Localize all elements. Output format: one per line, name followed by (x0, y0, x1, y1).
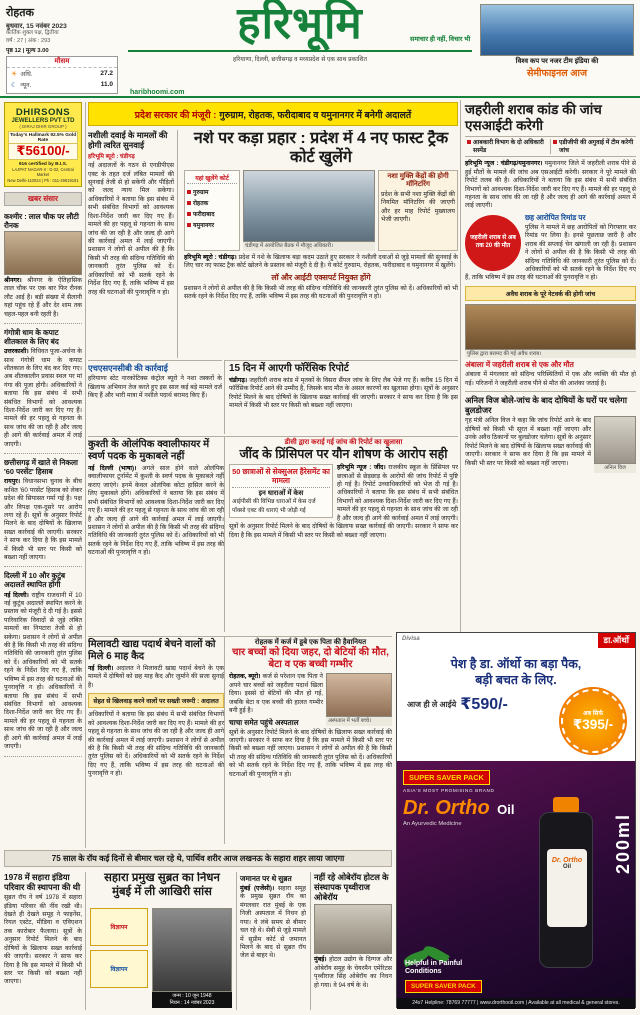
sun-icon: ☀ (11, 70, 18, 78)
story-headline: गंगोत्री धाम के कपाट शीतकाल के लिए बंद (4, 328, 59, 347)
newspaper-logo: हरिभूमि (237, 0, 363, 48)
story-body (4, 592, 82, 752)
weather-title: मौसम (7, 57, 117, 68)
ad-volume: 200ml (613, 813, 633, 875)
body-text: सूत्रों के अनुसार रिपोर्ट मिलने के बाद दोषियों के खिलाफ सख्त कार्रवाई की जाएगी। सरकार ने साफ कर दिया है कि इस मामले में किसी भी स्तर पर किसी को बख्शा नहीं जाएगा। (4, 511, 82, 562)
anil-vij-story (465, 395, 636, 472)
edition-city: रोहतक (6, 7, 34, 19)
ad-product-name: Oil (497, 802, 515, 817)
substory-byline: हरिभूमि ब्यूरो : चंडीगढ़ (88, 154, 135, 161)
delhi-courts-story (4, 567, 82, 756)
body-text: हरियाणा स्टेट नारकोटिक्स कंट्रोल ब्यूरो ने नशा तस्करों के खिलाफ अभियान तेज करते हुए इस साल कई बड़े मामले दर्ज किए हैं और भारी मात्रा में नशीले पदार्थ बरामद किए हैं। (88, 375, 222, 399)
story-headline: दिल्ली में 10 और कुटुंब अदालतें स्थापित होंगी (4, 571, 66, 590)
body-text: विधानसभा चुनाव के बीच कथित '60 परसेंट' हिसाब को लेकर प्रदेश की सियासत गर्मा गई है। पक्ष और विपक्ष एक-दूसरे पर आरोप लगा रहे हैं। (4, 478, 82, 519)
bottle-label (547, 849, 587, 927)
obit-headline-1: सहारा प्रमुख सुब्रत का निधन (104, 872, 220, 884)
dateline: नई दिल्ली। (88, 665, 114, 672)
sahara-obit-story (90, 872, 306, 1010)
weather-min-value: 11.0 (100, 81, 113, 89)
ad-address-2: New Delhi-110024 | Ph : 011-29819191 (7, 177, 79, 183)
dateline: रायपुर। (4, 478, 21, 486)
body-text: अधिकारियों ने बताया कि इस संबंध में सभी संबंधित विभागों को आवश्यक दिशा-निर्देश जारी कर दिए गए हैं। मामले की हर पहलू से गहनता के साथ जांच की जा रही है और जल्द ही आगे की कार्रवाई अमल में लाई जाएगी। (88, 490, 224, 523)
ad-brand-tagline: ASIA'S MOST PROMISING BRAND (403, 788, 495, 793)
story-body (4, 478, 82, 562)
story-kicker: डीसी द्वारा कराई गई जांच की रिपोर्ट का खुलासा (284, 439, 403, 446)
edition-info (6, 5, 124, 54)
body-text: अगले साल होने वाले ओलंपिक क्वालीफायर टूर्नामेंट में कुश्ती के स्वर्ण पदक के मुकाबले नहीं कराए जाएंगे। इनमें केवल ओलंपिक कोटा हासिल करने के लिए मुकाबले होंगे। (88, 465, 224, 498)
body-text: सूत्रों के अनुसार रिपोर्ट मिलने के बाद दोषियों के खिलाफ सख्त कार्रवाई की जाएगी। सरकार ने साफ कर दिया है कि इस मामले में किसी भी स्तर पर किसी को बख्शा नहीं जाएगा। (229, 385, 458, 410)
main-headline: नशे पर कड़ा प्रहार : प्रदेश में 4 नए फास्ट ट्रैक कोर्ट खुलेंगे (193, 130, 449, 166)
kicker-item (465, 139, 550, 154)
box-subhead: इन धाराओं में केस (232, 487, 330, 498)
byline: हरिभूमि ब्यूरो : चंडीगढ़। (184, 253, 237, 261)
kicker-text: आबकारी विभाग के दो अधिकारी सस्पेंड (473, 139, 544, 154)
body-text: अंबाला में मंगलवार को संदिग्ध परिस्थितियों में एक और व्यक्ति की मौत हो गई। परिजनों ने जहरीली शराब पीने से मौत की आशंका जताई है। (465, 371, 636, 387)
body-text: नई अदालतों के गठन से एनडीपीएस एक्ट के तहत दर्ज लंबित मामलों की सुनवाई तेजी से हो सकेगी और पीड़ितों को जल्द न्याय मिल सकेगा। (88, 162, 174, 195)
substory-headline: नशीली दवाई के मामलों की होगी त्वरित सुनवाई (88, 130, 168, 151)
dateline: उत्तरकाशी। (4, 348, 29, 356)
weather-min-label: न्यून. (20, 82, 32, 90)
story-kickers (465, 136, 636, 157)
side-box-body (381, 191, 455, 225)
banner-text: गुरुग्राम, रोहतक, फरीदाबाद व यमुनानगर में बनेगी अदालतें (219, 109, 412, 120)
photo-caption: अस्पताल में भर्ती बच्चे। (326, 717, 392, 726)
main-story-body (184, 285, 458, 302)
sahara-side-column (236, 872, 306, 1010)
obit-headline-2: मुंबई में ली आखिरी सांस (112, 885, 212, 898)
ad-price-burst (561, 689, 625, 753)
story-headline: जींद के प्रिंसिपल पर यौन शोषण के आरोप सही (239, 447, 448, 462)
bullet-icon (187, 190, 191, 194)
box-headline: 50 छात्राओं से सेक्सुअल हैरेसमेंट का मामला (232, 467, 330, 486)
body-text: प्रदेश में नशे के खिलाफ बड़ा कदम उठाते हुए सरकार ने नशीली दवाओं से जुड़े मामलों की सुनवाई के लिए चार नए फास्ट ट्रैक कोर्ट खोलने के प्रस्ताव को मंजूरी दे दी है। ये कोर्ट गुरुग्राम, रोहतक, फरीदाबाद व यमुनानगर में खुलेंगे। (184, 253, 458, 270)
body-text: होटल उद्योग के दिग्गज और ओबेरॉय समूह के चेयरमैन एमेरिटस पृथ्वीराज सिंह ओबेरॉय का निधन हो गया। वे 94 वर्ष के थे। (314, 956, 392, 989)
story-kicker: रोहतक में कर्ज में डूबे एक पिता की हैवानियत (254, 639, 367, 646)
harassment-box (229, 464, 333, 518)
death-date: निधन : 14 नवंबर 2023 (169, 999, 215, 1006)
kicker-item (550, 139, 636, 154)
jeweller-ad (4, 102, 82, 187)
subhead-ambala: अंबाला में जहरीली शराब से एक और मौत (465, 360, 574, 370)
oberoi-photo (314, 904, 392, 954)
body-text: प्रशासन ने लोगों से अपील की है कि किसी भी तरह की संदिग्ध गतिविधि की जानकारी तुरंत पुलिस को दें। अधिकारियों को भी सतर्क रहने के निर्देश दिए गए हैं, ताकि भविष्य में इस तरह की घटनाओं की पुनरावृत्ति न हो। (229, 745, 392, 778)
anil-vij-figure (594, 416, 636, 473)
bullet-icon (187, 201, 191, 205)
masthead-promo (480, 4, 634, 96)
photo-caption: पुलिस द्वारा बरामद की गई अवैध शराब। (465, 350, 636, 359)
ad-rate-label: Today's Hallmark 92.5% Gold Rate (9, 133, 77, 143)
weather-min-row (7, 79, 117, 90)
body-text: यमुनानगर जिले में जहरीली शराब पीने से हुई मौतों के मामले की जांच अब एसआईटी करेगी। सरकार ने पूरे मामले की रिपोर्ट तलब की है। (465, 160, 636, 185)
life-dates-band (152, 992, 232, 1008)
body-text: राजकीय स्कूल के प्रिंसिपल पर छात्राओं से छेड़छाड़ के आरोपों की जांच रिपोर्ट में पुष्टि हो गई है। रिपोर्ट उच्चाधिकारियों को भेज दी गई है। (337, 464, 458, 488)
banner-kicker: प्रदेश सरकार की मंजूरी : (134, 109, 217, 120)
body-text: प्रशासन ने लोगों से अपील की है कि किसी भी तरह की संदिग्ध गतिविधि की जानकारी तुरंत पुलिस को दें। अधिकारियों को भी सतर्क रहने के निर्देश दिए गए हैं, ताकि भविष्य में इस तरह की घटनाओं की पुनरावृत्ति न हो। (4, 633, 82, 692)
main-story-content (184, 130, 458, 358)
bullet-icon (553, 140, 557, 144)
story-headline: अनिल विज बोले-जांच के बाद दोषियों के घरों पर चलेगा बुलडोजर (465, 395, 627, 416)
body-text: सेबी से जुड़े मामले में सुप्रीम कोर्ट से जमानत मिलने के बाद से सुब्रत रॉय जेल से बाहर थे। (240, 927, 306, 960)
anil-vij-photo (594, 416, 636, 464)
logo-tagline: समाचार ही नहीं, विचार भी (410, 36, 471, 43)
oberoi-obit-story (310, 872, 392, 1010)
dateline: मुंबई (एजेंसी)। (240, 885, 275, 893)
hsncb-story (88, 360, 222, 434)
list-item (187, 197, 237, 208)
story-body (229, 729, 392, 780)
meeting-photo-figure (243, 170, 375, 251)
list-item (187, 208, 237, 219)
ad-heading-1: पेश है डा. ऑर्थो का बड़ा पैक, (450, 657, 582, 671)
ad-address-1: LAJPAT NAGAR-II : D-32, Central Market (12, 166, 74, 178)
children-photo-figure (326, 673, 392, 726)
list-item (187, 186, 237, 197)
dateline: नई दिल्ली। (4, 591, 29, 599)
main-story-body (184, 254, 458, 271)
body-text: प्रशासन ने लोगों से अपील की है कि किसी भी तरह की संदिग्ध गतिविधि की जानकारी तुरंत पुलिस को दें। अधिकारियों को भी सतर्क रहने के निर्देश दिए गए हैं, ताकि भविष्य में इस तरह की घटनाओं की पुनरावृत्ति न हो। (184, 284, 458, 300)
body-text: अधिकारियों ने बताया कि इस संबंध में सभी संबंधित विभागों को आवश्यक दिशा-निर्देश जारी कर दिए गए हैं। मामले की हर पहलू से गहनता के साथ जांच की जा रही है और जल्द ही आगे की कार्रवाई अमल में लाई जाएगी। (337, 489, 458, 522)
weather-box (6, 56, 118, 94)
story-body (4, 348, 82, 449)
divider (465, 391, 636, 392)
gangotri-story (4, 324, 82, 454)
subhead-remand: छह आरोपित रिमांड पर (525, 212, 586, 222)
story-body (88, 665, 224, 690)
wrestling-story (88, 436, 224, 632)
dateline: हरिभूमि न्यूज : चंडीगढ़/यमुनानगर। (465, 160, 543, 168)
subrata-roy-photo (152, 908, 232, 992)
ad-gold-price: ₹56100/- (8, 144, 78, 160)
ad-footer-helpline: 24x7 Helpline: 78769 77777 | www.drorthooil.com | Available at all medical & general stores. (397, 998, 635, 1009)
bullet-icon (187, 212, 191, 216)
rohtak-poison-story (224, 636, 392, 844)
classified-ad: विज्ञापन (90, 908, 148, 946)
seized-liquor-figure (465, 304, 636, 359)
top-banner (88, 102, 458, 126)
obit-strip: 75 साल के रॉय कई दिनों से बीमार चल रहे थे, पार्थिव शरीर आज लखनऊ के सहारा शहर लाया जाएगा (4, 850, 392, 867)
body-text: सहारा समूह के प्रमुख सुब्रत रॉय का मंगलवार रात मुंबई के एक निजी अस्पताल में निधन हो गया। वे लंबे समय से बीमार चल रहे थे। (240, 885, 306, 935)
cricket-team-photo (480, 4, 634, 56)
body-text: श्रीनगर के ऐतिहासिक लाल चौक पर एक बार फिर रौनक लौट आई है। बड़ी संख्या में सैलानी यहां पहुंच रहे हैं और देर शाम तक चहल-पहल बनी रहती है। (4, 276, 82, 318)
ad-group-line: ( DIRAJ DHIR GROUP ) (19, 124, 67, 129)
ad-brand-name: DHIRSONS (15, 107, 71, 118)
body-text: विधिवत पूजा-अर्चना के साथ गंगोत्री धाम के कपाट शीतकाल के लिए बंद कर दिए गए। अब शीतकालीन प्रवास स्थल पर मां गंगा की पूजा होगी। (4, 348, 82, 389)
story-body (229, 377, 458, 411)
panchang-line-2: वर्ष : 27 | अंक : 293 (6, 37, 51, 44)
bottle-label-brand: Dr. Ortho (551, 857, 583, 864)
ad-new-price: ₹395/- (572, 717, 614, 732)
dateline: श्रीनगर। (4, 276, 22, 284)
pages-price: पृष्ठ 12 | मूल्य 3.00 (6, 48, 49, 55)
promo-highlight: सेमीफाइनल आज (526, 68, 588, 80)
bottle-cap (553, 797, 579, 813)
birth-date: जन्म : 10 जून 1948 (172, 993, 212, 999)
substory-speedy-trial (88, 130, 178, 358)
chhattisgarh-story (4, 454, 82, 567)
dateline: मुंबई। (314, 956, 327, 964)
body-text: गृह मंत्री अनिल विज ने कहा कि जांच रिपोर्ट आने के बाद दोषियों को किसी भी सूरत में बख्शा नहीं जाएगा और उनके अवैध ठिकानों पर बुलडोजर चलेगा। (465, 417, 591, 442)
main-story (88, 130, 458, 358)
list-item-label: गुरुग्राम (193, 189, 209, 196)
logo-block (128, 2, 472, 96)
kashmir-story (4, 208, 82, 324)
body-text: अधिकारियों ने बताया कि इस संबंध में सभी संबंधित विभागों को आवश्यक दिशा-निर्देश जारी कर दिए गए हैं। मामले की हर पहलू से गहनता के साथ जांच की जा रही है और जल्द ही आगे की कार्रवाई अमल में लाई जाएगी। (88, 711, 224, 744)
dateline: हरिभूमि न्यूज : जींद। (337, 464, 386, 472)
adulteration-story (88, 636, 224, 844)
highlight-box: अवैध शराब के पूरे नेटवर्क की होगी जांच (465, 286, 636, 301)
list-item-label: फरीदाबाद (193, 211, 215, 218)
body-text: राष्ट्रीय राजधानी में 10 नई कुटुंब अदालतें स्थापित करने के प्रस्ताव को मंजूरी दे दी गई है। इससे पारिवारिक विवादों से जुड़े लंबित मामलों का निपटारा तेजी से हो सकेगा। (4, 591, 82, 641)
meeting-photo (243, 170, 375, 242)
dateline: रोहतक, ब्यूरो। (229, 673, 261, 681)
story-body (240, 885, 306, 961)
story-body (4, 277, 82, 319)
bottle-label-product: Oil (562, 864, 571, 870)
crosshead: लॉ और आईटी एक्सपर्ट नियुक्त होंगे (271, 272, 371, 282)
classified-ad: विज्ञापन (90, 950, 148, 988)
story-body (88, 465, 224, 558)
website-url: haribhoomi.com (130, 89, 185, 96)
weather-max-label: अधि. (20, 71, 33, 79)
ad-bis-line: 916 certified by B.I.S. (18, 161, 68, 167)
left-column (4, 102, 86, 848)
ad-benefit-text: Helpful in Painful Conditions (405, 959, 463, 976)
ad-old-price: ₹590/- (460, 696, 508, 714)
photo-caption: अनिल विज (594, 464, 636, 473)
bullet-icon (187, 223, 191, 227)
ad-subtitle: An Ayurvedic Medicine (403, 821, 462, 827)
masthead (0, 0, 640, 98)
weather-max-row (7, 68, 117, 79)
list-item-label: रोहतक (193, 200, 209, 207)
subrata-photo-figure (152, 908, 232, 1008)
story-headline: कश्मीर : लाल चौक पर लौटी रौनक (4, 211, 79, 230)
body-text: सूत्रों के अनुसार रिपोर्ट मिलने के बाद दोषियों के खिलाफ सख्त कार्रवाई की जाएगी। सरकार ने साफ कर दिया है कि इस मामले में किसी भी स्तर पर किसी को बख्शा नहीं जाएगा। (229, 523, 458, 539)
body-text: प्रशासन ने लोगों से अपील की है कि किसी भी तरह की संदिग्ध गतिविधि की जानकारी तुरंत पुलिस को दें। अधिकारियों को भी सतर्क रहने के निर्देश दिए गए हैं, ताकि भविष्य में इस तरह की घटनाओं की पुनरावृत्ति न हो। (88, 523, 224, 557)
ad-brand-sub: JEWELLERS PVT LTD (11, 118, 75, 124)
ad-brand-name: Dr. Ortho (403, 797, 490, 819)
edition-date: बुधवार, 15 नवंबर 2023 (6, 23, 67, 30)
body-text: अधिकारियों ने बताया कि इस संबंध में सभी संबंधित विभागों को आवश्यक दिशा-निर्देश जारी कर दिए गए हैं। मामले की हर पहलू से गहनता के साथ जांच की जा रही है और जल्द ही आगे की कार्रवाई अमल में लाई जाएगी। (465, 177, 636, 210)
subhead: चाचा समेत पहुंचे अस्पताल (229, 717, 299, 727)
body-text: प्रदेश के सभी नशा मुक्ति केंद्रों की नियमित मॉनिटरिंग की जाएगी और हर माह रिपोर्ट मुख्यालय भेजी जाएगी। (381, 190, 455, 224)
body-text: अधिकारियों ने बताया कि इस संबंध में सभी संबंधित विभागों को आवश्यक दिशा-निर्देश जारी कर दिए गए हैं। मामले की हर पहलू से गहनता के साथ जांच की जा रही है और जल्द ही आगे की कार्रवाई अमल में लाई जाएगी। (4, 684, 82, 751)
body-text: प्रशासन ने लोगों से अपील की है कि किसी भी तरह की संदिग्ध गतिविधि की जानकारी तुरंत पुलिस को दें। अधिकारियों को भी सतर्क रहने के निर्देश दिए गए हैं, ताकि भविष्य में इस तरह की घटनाओं की पुनरावृत्ति न हो। (465, 240, 636, 282)
story-headline: छत्तीसगढ़ में खाते से निकला '60 परसेंट' हिसाब (4, 458, 78, 477)
body-text: कर्ज से परेशान एक पिता ने अपने चार बच्चों को जहरीला पदार्थ खिला दिया। इससे दो बेटियों की मौत हो गई, जबकि बेटा व एक बच्ची की हालत गम्भीर बनी हुई है। (229, 673, 323, 715)
body-text: प्रशासन ने लोगों से अपील की है कि किसी भी तरह की संदिग्ध गतिविधि की जानकारी तुरंत पुलिस को दें। अधिकारियों को भी सतर्क रहने के निर्देश दिए गए हैं, ताकि भविष्य में इस तरह की घटनाओं की पुनरावृत्ति न हो। (88, 736, 224, 778)
sahara-headline-block (90, 872, 234, 899)
highlight-box: सेहत से खिलवाड़ करने वालों पर सख्ती जरूरी : अदालत (88, 693, 224, 708)
modi-photo (4, 231, 82, 275)
list-item (187, 219, 237, 230)
children-photo (326, 673, 392, 717)
ad-brand-tab: डा.ऑर्थो (598, 633, 635, 648)
body-text: प्रशासन ने लोगों से अपील की है कि किसी भी तरह की संदिग्ध गतिविधि की जानकारी तुरंत पुलिस को दें। अधिकारियों को भी सतर्क रहने के निर्देश दिए गए हैं, ताकि भविष्य में इस तरह की घटनाओं की पुनरावृत्ति न हो। (88, 246, 174, 296)
dateline: नई दिल्ली (भाषा)। (88, 465, 137, 472)
moon-icon: ☾ (11, 81, 18, 89)
story-body (88, 711, 224, 778)
list-box-title: यहां खुलेंगे कोर्ट (187, 173, 237, 184)
divisa-logo: Divisa (402, 636, 420, 642)
body-text: पुलिस ने मामले में छह आरोपितों को गिरफ्तार कर रिमांड पर लिया है। इनसे पूछताछ जारी है और शराब की सप्लाई चेन खंगाली जा रही है। (525, 223, 636, 248)
story-headline: एचएसएनसीबी की कार्रवाई (88, 363, 168, 373)
death-toll-badge: जहरीली शराब से अब तक 20 की मौत (465, 215, 521, 271)
story-body (465, 371, 636, 388)
story-headline: कुश्ती के ओलंपिक क्वालीफायर में स्वर्ण पदक के मुकाबले नहीं (88, 439, 210, 462)
body-text: जहरीली शराब कांड में मृतकों के विसरा सैंपल जांच के लिए लैब भेजे गए हैं। करीब 15 दिन में फॉरेंसिक रिपोर्ट आने की उम्मीद है, जिसके बाद मौत के असल कारणों का खुलासा होगा। (229, 377, 458, 393)
substory-body (88, 162, 174, 297)
body-text: सूत्रों के अनुसार रिपोर्ट मिलने के बाद दोषियों के खिलाफ सख्त कार्रवाई की जाएगी। सरकार ने साफ कर दिया है कि इस मामले में किसी भी स्तर पर किसी को बख्शा नहीं जाएगा। (4, 927, 82, 986)
ad-dark-panel (397, 761, 635, 1009)
story-headline: नहीं रहे ओबेरॉय होटल के संस्थापक पृथ्वीराज ओबेरॉय (314, 872, 389, 903)
body-text: अदालत ने मिलावटी खाद्य पदार्थ बेचने के एक मामले में दोषियों को छह माह कैद और जुर्माने की सजा सुनाई है। (88, 665, 224, 689)
bullet-icon (467, 140, 471, 144)
super-saver-badge: SUPER SAVER PACK (403, 770, 490, 785)
weather-max-value: 27.2 (100, 70, 113, 78)
body-text: सूत्रों के अनुसार रिपोर्ट मिलने के बाद दोषियों के खिलाफ सख्त कार्रवाई की जाएगी। सरकार ने साफ कर दिया है कि इस मामले में किसी भी स्तर पर किसी को बख्शा नहीं जाएगा। (229, 728, 392, 753)
promo-caption: विश्व कप पर नजर टीम इंडिया की (515, 58, 599, 65)
body-text: सुब्रत रॉय ने वर्ष 1978 में सहारा इंडिया परिवार की नींव रखी थी। देखते ही देखते समूह ने फाइनेंस, रियल एस्टेट, मीडिया व एविएशन तक कारोबार फैलाया। (4, 894, 82, 935)
story-body (465, 160, 636, 211)
jind-principal-story (224, 436, 458, 632)
editions-line: हरियाणा, दिल्ली, छत्तीसगढ़ व मध्यप्रदेश से एक साथ प्रकाशित (128, 50, 472, 63)
liquor-story-headline: जहरीली शराब कांड की जांच एसआईटी करेगी (465, 102, 602, 133)
ad-cta-text: आज ही ले आईये (407, 699, 457, 709)
forensic-story (224, 360, 458, 434)
super-saver-badge-bottom: SUPER SAVER PACK (405, 980, 482, 993)
photo-caption: चंडीगढ़ में आयोजित बैठक में मौजूद अधिकारी। (243, 242, 375, 251)
right-column (460, 100, 636, 634)
story-headline: मिलावटी खाद्य पदार्थ बेचने वालों को मिले 6 माह कैद (88, 639, 216, 662)
bottle-body (539, 812, 593, 968)
story-headline: 1978 में सहारा इंडिया परिवार की स्थापना की थी (4, 872, 81, 893)
body-text: सूत्रों के अनुसार रिपोर्ट मिलने के बाद दोषियों के खिलाफ सख्त कार्रवाई की जाएगी। सरकार ने साफ कर दिया है कि इस मामले में किसी भी स्तर पर किसी को बख्शा नहीं जाएगा। (465, 434, 591, 467)
side-box-headline: नशा मुक्ति केंद्रों की होगी मॉनिटरिंग (387, 173, 449, 189)
story-body (88, 375, 222, 400)
body-text: अधिकारियों ने बताया कि इस संबंध में सभी संबंधित विभागों को आवश्यक दिशा-निर्देश जारी कर दिए गए हैं। मामले की हर पहलू से गहनता के साथ जांच की जा रही है और जल्द ही आगे की कार्रवाई अमल में लाई जाएगी। (88, 195, 174, 246)
seized-liquor-photo (465, 304, 636, 350)
oil-bottle-graphic (539, 797, 593, 973)
sahara-history-story (4, 872, 86, 1010)
panchang-line-1: कार्तिक शुक्ल पक्ष, द्वितीया (6, 30, 59, 36)
body-text: अधिकारियों ने बताया कि इस संबंध में सभी संबंधित विभागों को आवश्यक दिशा-निर्देश जारी कर दिए गए हैं। मामले की हर पहलू से गहनता के साथ जांच की जा रही है और जल्द ही आगे की कार्रवाई अमल में लाई जाएगी। (4, 381, 82, 448)
kicker-text: एडीजीपी की अगुवाई में टीम करेगी जांच (559, 139, 634, 154)
dr-ortho-ad (396, 632, 636, 1008)
box-line: पॉक्सो एक्ट की धाराएं भी जोड़ी गईं (232, 507, 306, 514)
section-label: खबर संसार (4, 192, 82, 206)
story-body (4, 894, 82, 987)
subhead: जमानत पर थे सुब्रत (240, 874, 292, 883)
courts-list-box (184, 170, 240, 251)
monitoring-box (378, 170, 458, 251)
box-line: आईपीसी की विभिन्न धाराओं में केस दर्ज (232, 499, 316, 506)
ad-heading-2: बड़ी बचत के लिए. (475, 672, 557, 687)
ad-brand-line (403, 797, 629, 820)
story-body (314, 956, 392, 990)
story-headline: 15 दिन में आएगी फॉरेंसिक रिपोर्ट (229, 363, 349, 374)
dateline: चंडीगढ़। (229, 377, 248, 384)
main-story-media-row (184, 170, 458, 251)
story-headline: चार बच्चों को दिया जहर, दो बेटियों की मौत, बेटा व एक बच्ची गम्भीर (232, 647, 389, 671)
classified-ads (90, 908, 148, 992)
list-item-label: यमुनानगर (193, 222, 215, 229)
burst-label: अब सिर्फ (583, 711, 603, 717)
